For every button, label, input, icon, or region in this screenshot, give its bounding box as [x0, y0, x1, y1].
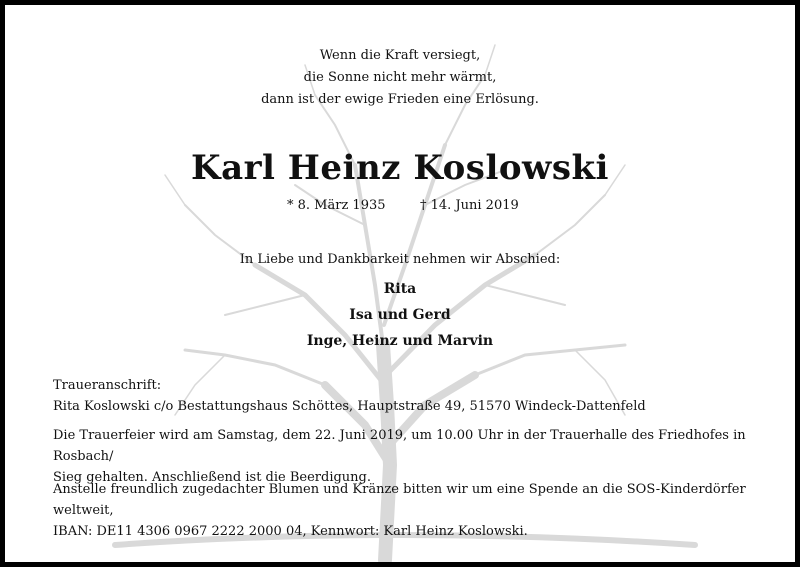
mourner-name: Rita	[383, 281, 417, 297]
service-line: Die Trauerfeier wird am Samstag, dem 22. Juni 2019, um 10.00 Uhr in der Trauerhalle des Friedhofes in Rosbach/	[53, 428, 746, 464]
donation-info	[53, 479, 753, 542]
poem	[5, 45, 795, 111]
donation-line: IBAN: DE11 4306 0967 2222 2000 04, Kennwort: Karl Heinz Koslowski.	[53, 524, 528, 539]
address-label: Traueranschrift:	[53, 378, 162, 393]
address: Rita Koslowski c/o Bestattungshaus Schöttes, Hauptstraße 49, 51570 Windeck-Dattenfeld	[53, 399, 646, 414]
deceased-name: Karl Heinz Koslowski	[191, 148, 609, 188]
poem-line: die Sonne nicht mehr wärmt,	[303, 70, 497, 85]
mourner-name: Inge, Heinz und Marvin	[306, 333, 494, 349]
donation-line: Anstelle freundlich zugedachter Blumen und Kränze bitten wir um eine Spende an die SOS-Kinderdörfer weltweit,	[53, 482, 746, 518]
service-line: Sieg gehalten. Anschließend ist die Beerdigung.	[53, 470, 372, 485]
farewell-text: In Liebe und Dankbarkeit nehmen wir Abschied:	[239, 252, 561, 267]
death-date: † 14. Juni 2019	[420, 198, 519, 213]
poem-line: dann ist der ewige Frieden eine Erlösung.	[261, 92, 539, 107]
mourner-name: Isa und Gerd	[349, 307, 451, 323]
poem-line: Wenn die Kraft versiegt,	[319, 48, 481, 63]
birth-date: * 8. März 1935	[287, 198, 386, 213]
